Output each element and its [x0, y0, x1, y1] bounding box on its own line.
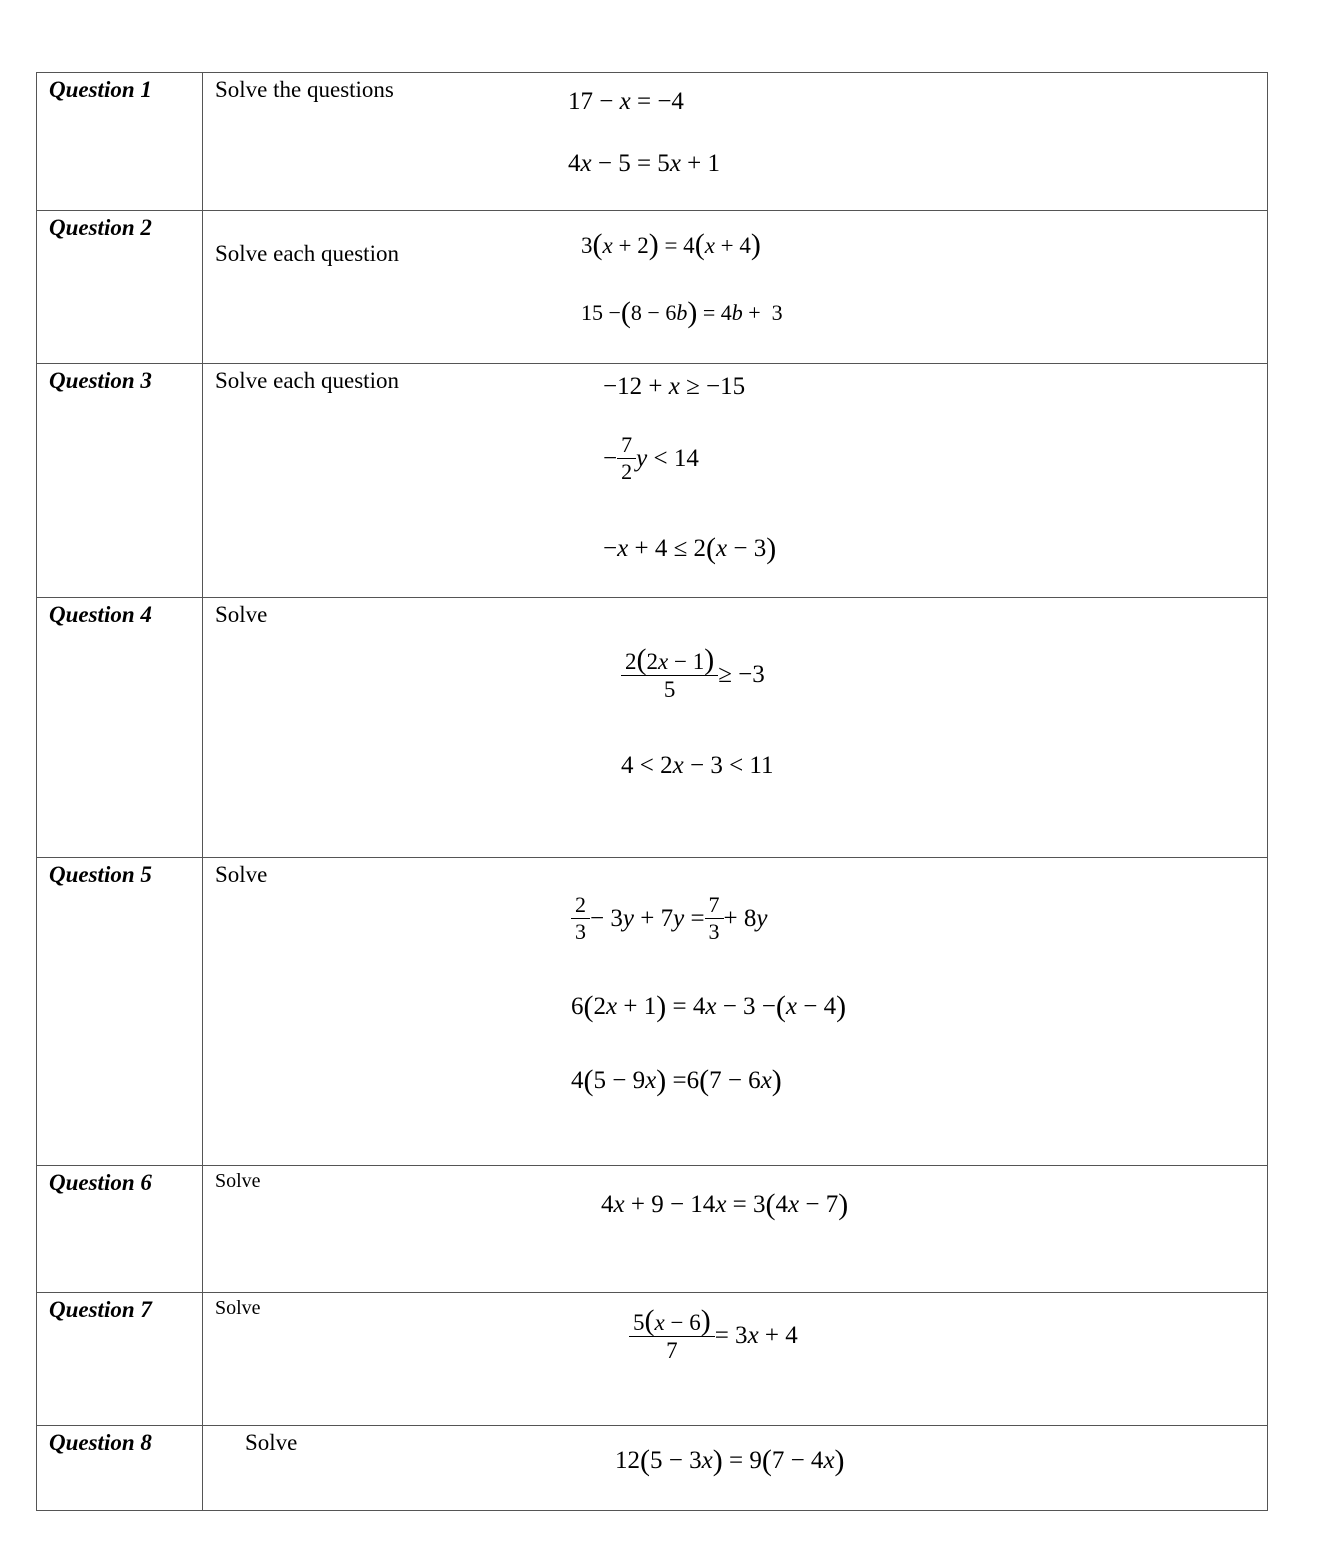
question-label: Question 8	[49, 1430, 152, 1455]
question-instruction: Solve	[215, 1170, 261, 1192]
question-label: Question 2	[49, 215, 152, 240]
equation: − $\frac{7}{2}$ y < 14	[603, 432, 699, 484]
question-instruction: Solve	[245, 1430, 298, 1455]
question-content-cell	[203, 1426, 1268, 1511]
question-label-cell	[37, 858, 203, 1166]
question-label-cell	[37, 1166, 203, 1293]
question-label-cell	[37, 211, 203, 364]
equation: −12 + x ≥ −15	[603, 373, 746, 400]
question-instruction: Solve the questions	[215, 77, 394, 102]
equation: 4 ( 5 − 9 x ) =6 ( 7 − 6 x )	[571, 1063, 782, 1097]
question-label: Question 6	[49, 1170, 152, 1195]
equation: 3 ( x + 2 ) = 4 ( x + 4 )	[581, 228, 761, 261]
equation: $\frac{5(x - 6)}{7}$ = 3 x + 4	[629, 1309, 798, 1362]
question-label: Question 3	[49, 368, 152, 393]
worksheet	[36, 72, 1266, 1511]
question-label-cell	[37, 1426, 203, 1511]
equation: 4 x + 9 − 14 x = 3 ( 4 x − 7 )	[601, 1187, 849, 1221]
question-label-cell	[37, 73, 203, 211]
table-row	[37, 364, 1268, 598]
question-content-cell	[203, 1166, 1268, 1293]
question-content-cell	[203, 211, 1268, 364]
question-content-cell	[203, 364, 1268, 598]
question-label: Question 1	[49, 77, 152, 102]
equation: 4 x − 5 = 5 x + 1	[568, 150, 721, 177]
equation: 6 ( 2 x + 1 ) = 4 x − 3 − ( x − 4 )	[571, 989, 847, 1023]
equation: $\frac{2(2x - 1)}{5}$ ≥ −3	[621, 648, 765, 701]
question-label: Question 4	[49, 602, 152, 627]
question-instruction: Solve	[215, 1297, 261, 1319]
table-row	[37, 73, 1268, 211]
question-label-cell	[37, 598, 203, 858]
equation: 4 < 2 x − 3 < 11	[621, 752, 774, 779]
question-instruction: Solve each question	[215, 368, 399, 393]
questions-table	[36, 72, 1268, 1511]
equation: $\frac{2}{3}$ − 3 y + 7 y = $\frac{7}{3}$ + 8 y	[571, 894, 768, 943]
question-content-cell	[203, 1293, 1268, 1426]
question-instruction: Solve each question	[215, 241, 399, 266]
equation: 12 ( 5 − 3 x ) = 9 ( 7 − 4 x )	[615, 1443, 845, 1477]
question-label-cell	[37, 1293, 203, 1426]
table-row	[37, 211, 1268, 364]
table-row	[37, 1293, 1268, 1426]
question-label: Question 5	[49, 862, 152, 887]
question-content-cell	[203, 73, 1268, 211]
equation: 15 − ( 8 − 6 b ) = 4 b + 3	[581, 296, 783, 329]
equation: 17 − x = −4	[568, 88, 684, 115]
table-row	[37, 1426, 1268, 1511]
question-instruction: Solve	[215, 862, 268, 887]
table-row	[37, 598, 1268, 858]
equation: − x + 4 ≤ 2 ( x − 3 )	[603, 531, 777, 565]
question-content-cell	[203, 858, 1268, 1166]
question-instruction: Solve	[215, 602, 268, 627]
question-content-cell	[203, 598, 1268, 858]
question-label: Question 7	[49, 1297, 152, 1322]
table-row	[37, 858, 1268, 1166]
question-label-cell	[37, 364, 203, 598]
table-row	[37, 1166, 1268, 1293]
